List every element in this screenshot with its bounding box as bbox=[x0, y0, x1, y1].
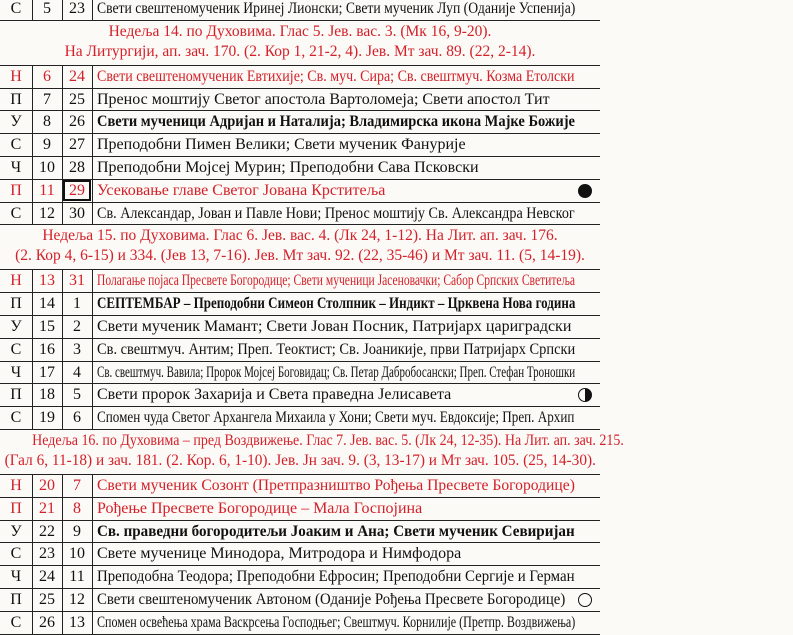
gregorian-day: 7 bbox=[73, 477, 81, 494]
gregorian-day: 2 bbox=[73, 318, 81, 335]
feast-description bbox=[97, 543, 577, 565]
feast-description bbox=[97, 0, 577, 20]
weekday-letter: С bbox=[10, 545, 22, 562]
feast-text: Свети мученик Мамант; Свети Јован Посник, Патријарх цариградски bbox=[97, 318, 572, 335]
julian-day: 9 bbox=[43, 136, 51, 153]
feast-description bbox=[97, 111, 577, 133]
weekday-letter: П bbox=[10, 591, 22, 608]
gregorian-day: 5 bbox=[73, 386, 81, 403]
julian-day: 19 bbox=[39, 409, 55, 426]
julian-day: 22 bbox=[39, 523, 55, 540]
column-divider bbox=[92, 65, 93, 225]
feast-description bbox=[97, 566, 577, 588]
feast-description bbox=[97, 612, 577, 634]
feast-text: Свети свештеномученик Автоном (Оданије Рођења Пресвете Богородице) bbox=[97, 591, 566, 608]
feast-description bbox=[97, 157, 577, 179]
julian-day: 7 bbox=[43, 91, 51, 108]
weekday-letter: П bbox=[10, 500, 22, 517]
feast-description bbox=[97, 180, 567, 202]
feast-text: Спомен чуда Светог Архангела Михаила у Хони; Свети муч. Евдоксије; Преп. Архип bbox=[97, 409, 575, 426]
feast-description bbox=[97, 498, 577, 520]
julian-day: 13 bbox=[39, 272, 55, 289]
gregorian-day: 3 bbox=[73, 341, 81, 358]
moon-phase-icon bbox=[578, 184, 592, 198]
row-divider bbox=[0, 20, 600, 21]
weekday-letter: У bbox=[10, 523, 22, 540]
feast-text: Спомен освећења храма Васкрсења Господњег; Свештмуч. Корнилије (Претпр. Воздвижења) bbox=[97, 614, 576, 631]
gregorian-day: 23 bbox=[69, 0, 85, 17]
moon-phase-icon bbox=[578, 388, 592, 402]
column-divider bbox=[62, 474, 63, 634]
gregorian-day: 26 bbox=[69, 113, 85, 130]
column-divider bbox=[32, 0, 33, 20]
moon-phase-icon bbox=[578, 593, 592, 607]
feast-text: Свети мученик Созонт (Претпразништво Рођења Пресвете Богородице) bbox=[97, 477, 575, 494]
julian-day: 16 bbox=[39, 341, 55, 358]
feast-text: Свети свештеномученик Иринеј Лионски; Свети мученик Луп (Оданије Успенија) bbox=[97, 0, 576, 17]
feast-description bbox=[97, 293, 577, 315]
feast-description bbox=[97, 134, 577, 156]
julian-day: 14 bbox=[39, 295, 55, 312]
feast-description bbox=[97, 270, 577, 292]
weekday-letter: П bbox=[10, 182, 22, 199]
column-divider bbox=[92, 474, 93, 634]
row-divider bbox=[0, 429, 600, 430]
weekday-letter: П bbox=[10, 91, 22, 108]
julian-day: 15 bbox=[39, 318, 55, 335]
weekday-letter: Н bbox=[10, 68, 22, 85]
sunday-reading-line: Недеља 15. по Духовима. Глас 6. Јев. вас. 4. (Лк 24, 1-12). На Лит. ап. зач. 176. bbox=[42, 227, 558, 244]
feast-description bbox=[97, 475, 577, 497]
row-divider bbox=[0, 224, 600, 225]
gregorian-day: 24 bbox=[69, 68, 85, 85]
weekday-letter: П bbox=[10, 386, 22, 403]
gregorian-day: 12 bbox=[69, 591, 85, 608]
gregorian-day: 9 bbox=[73, 523, 81, 540]
feast-description bbox=[97, 407, 577, 429]
column-divider bbox=[92, 0, 93, 20]
feast-description bbox=[97, 362, 577, 384]
weekday-letter: Н bbox=[10, 272, 22, 289]
sunday-reading-line: (2. Кор 4, 6-15) и 334. (Јев 13, 7-16). Јев. Мт зач. 92. (22, 35-46) и Мт зач. 11. (5, 14-19). bbox=[15, 247, 585, 264]
feast-text: Св. свештмуч. Вавила; Пророк Мојсеј Боговидац; Св. Петар Дабробосански; Преп. Стефан Троношки bbox=[97, 364, 576, 381]
feast-description bbox=[97, 521, 577, 543]
feast-text: Св. Александар, Јован и Павле Нови; Пренос моштију Св. Александра Невског bbox=[97, 205, 575, 222]
julian-day: 23 bbox=[39, 545, 55, 562]
gregorian-day: 6 bbox=[73, 409, 81, 426]
weekday-letter: С bbox=[10, 409, 22, 426]
julian-day: 5 bbox=[43, 0, 51, 17]
gregorian-day: 4 bbox=[73, 364, 81, 381]
feast-text: Усековање главе Светог Јована Крститеља bbox=[97, 182, 386, 199]
feast-text: СЕПТЕМБАР – Преподобни Симеон Столпник – Индикт – Црквена Нова година bbox=[97, 295, 576, 312]
feast-text: Пренос моштију Светог апостола Вартоломеја; Свети апостол Тит bbox=[97, 91, 550, 108]
column-divider bbox=[62, 65, 63, 225]
feast-text: Свети мученици Адријан и Наталија; Владимирска икона Мајке Божије bbox=[97, 113, 575, 130]
feast-text: Преподобни Мојсеј Мурин; Преподобни Сава Псковски bbox=[97, 159, 479, 176]
gregorian-day: 11 bbox=[69, 568, 85, 585]
gregorian-day: 28 bbox=[69, 159, 85, 176]
feast-description bbox=[97, 66, 577, 88]
feast-description bbox=[97, 316, 577, 338]
feast-text: Свети пророк Захарија и Света праведна Јелисавета bbox=[97, 386, 452, 403]
weekday-letter: П bbox=[10, 295, 22, 312]
julian-day: 6 bbox=[43, 68, 51, 85]
gregorian-day: 31 bbox=[69, 272, 85, 289]
feast-description bbox=[97, 384, 567, 406]
gregorian-day: 30 bbox=[69, 205, 85, 222]
julian-day: 8 bbox=[43, 113, 51, 130]
sunday-reading-line: На Литургији, ап. зач. 170. (2. Кор 1, 21-2, 4). Јев. Мт зач. 89. (22, 2-14). bbox=[64, 43, 536, 60]
julian-day: 24 bbox=[39, 568, 55, 585]
weekday-letter: С bbox=[10, 614, 22, 631]
weekday-letter: С bbox=[10, 136, 22, 153]
column-divider bbox=[62, 0, 63, 20]
julian-day: 20 bbox=[39, 477, 55, 494]
julian-day: 21 bbox=[39, 500, 55, 517]
weekday-letter: Н bbox=[10, 477, 22, 494]
weekday-letter: У bbox=[10, 113, 22, 130]
feast-description bbox=[97, 339, 577, 361]
column-divider bbox=[32, 65, 33, 225]
julian-day: 10 bbox=[39, 159, 55, 176]
weekday-letter: С bbox=[10, 205, 22, 222]
weekday-letter: У bbox=[10, 318, 22, 335]
feast-description bbox=[97, 203, 577, 225]
sunday-reading-line: (Гал 6, 11-18) и зач. 181. (2. Кор. 6, 1-10). Јев. Јн зач. 9. (3, 13-17) и Мт зач. 105. (25, 14-30). bbox=[4, 452, 596, 469]
sunday-reading-line: Недеља 14. по Духовима. Глас 5. Јев. вас. 3. (Мк 16, 9-20). bbox=[108, 23, 492, 40]
feast-text: Полагање појаса Пресвете Богородице; Свети мученици Јасеновачки; Сабор Српских Светитеља bbox=[97, 272, 576, 289]
gregorian-day: 25 bbox=[69, 91, 85, 108]
julian-day: 12 bbox=[39, 205, 55, 222]
column-divider bbox=[32, 269, 33, 429]
feast-text: Преподобни Пимен Велики; Свети мученик Фануриje bbox=[97, 136, 466, 153]
feast-text: Св. праведни богородитељи Јоаким и Ана; Свети мученик Севиријан bbox=[97, 523, 575, 540]
feast-text: Св. свештмуч. Антим; Преп. Теоктист; Св. Јоаникије, први Патријарх Српски bbox=[97, 341, 576, 358]
sunday-reading-line: Недеља 16. по Духовима – пред Воздвижење. Глас 7. Јев. вас. 5. (Лк 24, 12-35). На Лит. ап. зач. 215. bbox=[32, 432, 624, 449]
julian-day: 11 bbox=[39, 182, 55, 199]
feast-description bbox=[97, 89, 577, 111]
feast-text: Рођење Пресвете Богородице – Мала Госпојина bbox=[97, 500, 423, 517]
weekday-letter: Ч bbox=[10, 159, 22, 176]
feast-text: Свете мученице Минодора, Митродора и Нимфодора bbox=[97, 545, 462, 562]
gregorian-day: 29 bbox=[69, 182, 85, 199]
column-divider bbox=[62, 269, 63, 429]
weekday-letter: Ч bbox=[10, 364, 22, 381]
julian-day: 26 bbox=[39, 614, 55, 631]
weekday-letter: Ч bbox=[10, 568, 22, 585]
julian-day: 18 bbox=[39, 386, 55, 403]
gregorian-day: 1 bbox=[73, 295, 81, 312]
julian-day: 17 bbox=[39, 364, 55, 381]
column-divider bbox=[92, 269, 93, 429]
weekday-letter: С bbox=[10, 0, 22, 17]
feast-text: Преподобна Теодора; Преподобни Ефросин; Преподобни Сергије и Герман bbox=[97, 568, 575, 585]
julian-day: 25 bbox=[39, 591, 55, 608]
gregorian-day: 8 bbox=[73, 500, 81, 517]
column-divider bbox=[32, 474, 33, 634]
gregorian-day: 27 bbox=[69, 136, 85, 153]
gregorian-day: 13 bbox=[69, 614, 85, 631]
weekday-letter: С bbox=[10, 341, 22, 358]
gregorian-day: 10 bbox=[69, 545, 85, 562]
feast-text: Свети свештеномученик Евтихије; Св. муч. Сира; Св. свештмуч. Козма Етолски bbox=[97, 68, 575, 85]
highlighted-day-box bbox=[63, 180, 91, 201]
feast-description bbox=[97, 589, 567, 611]
